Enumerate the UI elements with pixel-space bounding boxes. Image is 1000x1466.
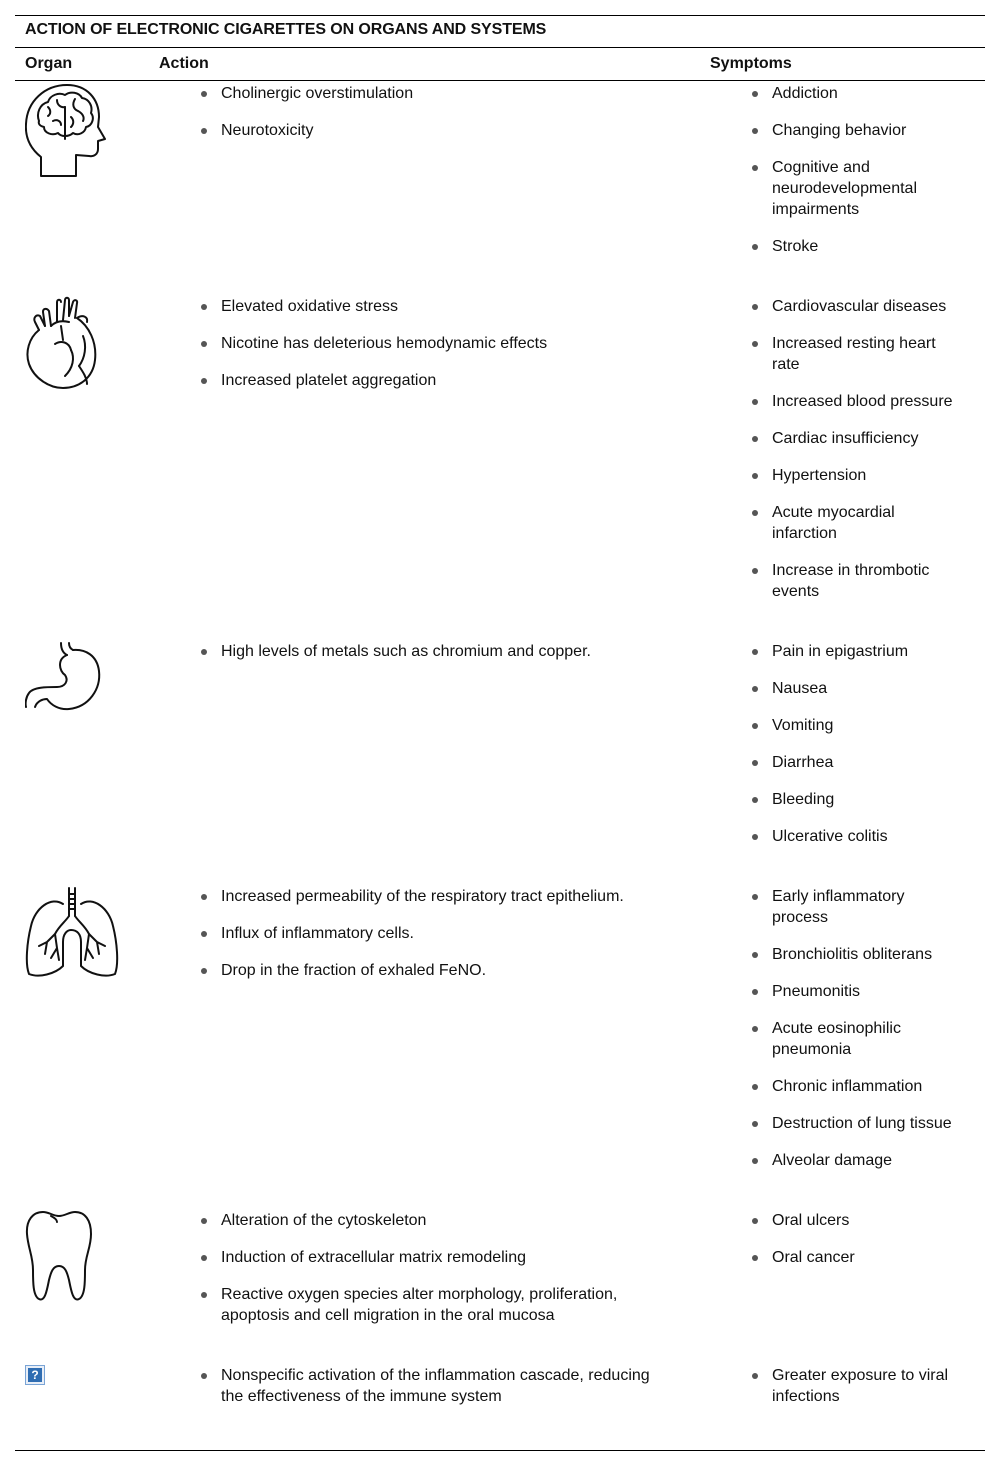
list-item: Nausea (772, 678, 960, 699)
list-item: Oral ulcers (772, 1210, 960, 1231)
list-item: Vomiting (772, 715, 960, 736)
list-item: Ulcerative colitis (772, 826, 960, 847)
list-item: Nonspecific activation of the inflammation cascade, reducing the effectiveness of the immune system (221, 1365, 671, 1407)
list-item: Greater exposure to viral infections (772, 1365, 960, 1407)
table-title: ACTION OF ELECTRONIC CIGARETTES ON ORGANS AND SYSTEMS (25, 21, 547, 38)
list-item: Bronchiolitis obliterans (772, 944, 960, 965)
list-item: Elevated oxidative stress (221, 296, 671, 317)
list-item: Acute eosinophilic pneumonia (772, 1018, 960, 1060)
action-list (221, 1210, 671, 1342)
list-item: Cardiac insufficiency (772, 428, 960, 449)
symptom-list (772, 1365, 960, 1423)
list-item: Hypertension (772, 465, 960, 486)
list-item: Drop in the fraction of exhaled FeNO. (221, 960, 671, 981)
list-item: Neurotoxicity (221, 120, 671, 141)
list-item: Bleeding (772, 789, 960, 810)
list-item: Chronic inflammation (772, 1076, 960, 1097)
list-item: Nicotine has deleterious hemodynamic effects (221, 333, 671, 354)
list-item: Early inflammatory process (772, 886, 960, 928)
list-item: Reactive oxygen species alter morphology, proliferation, apoptosis and cell migration in the oral mucosa (221, 1284, 671, 1326)
lungs-icon (25, 886, 119, 978)
header-rule (15, 80, 985, 81)
list-item: Induction of extracellular matrix remodeling (221, 1247, 671, 1268)
missing-image-icon: ? (25, 1365, 45, 1385)
brain-head-icon (25, 83, 107, 179)
action-list (221, 1365, 671, 1423)
list-item: Diarrhea (772, 752, 960, 773)
list-item: Oral cancer (772, 1247, 960, 1268)
symptom-list (772, 641, 960, 863)
header-action: Action (159, 55, 209, 72)
list-item: Increased blood pressure (772, 391, 960, 412)
list-item: Cholinergic overstimulation (221, 83, 671, 104)
heart-icon (25, 296, 97, 390)
list-item: Increase in thrombotic events (772, 560, 960, 602)
tooth-icon (25, 1210, 95, 1302)
list-item: Alveolar damage (772, 1150, 960, 1171)
list-item: Pain in epigastrium (772, 641, 960, 662)
bottom-rule (15, 1450, 985, 1451)
action-list (221, 83, 671, 157)
header-symptoms: Symptoms (710, 55, 792, 72)
action-list (221, 886, 671, 997)
list-item: Destruction of lung tissue (772, 1113, 960, 1134)
list-item: Changing behavior (772, 120, 960, 141)
list-item: Acute myocardial infarction (772, 502, 960, 544)
list-item: Increased permeability of the respiratory tract epithelium. (221, 886, 671, 907)
list-item: Increased resting heart rate (772, 333, 960, 375)
list-item: Cognitive and neurodevelopmental impairments (772, 157, 960, 220)
list-item: Cardiovascular diseases (772, 296, 960, 317)
list-item: High levels of metals such as chromium and copper. (221, 641, 671, 662)
symptom-list (772, 1210, 960, 1284)
stomach-icon (25, 641, 103, 713)
action-list (221, 296, 671, 407)
list-item: Addiction (772, 83, 960, 104)
list-item: Stroke (772, 236, 960, 257)
title-rule (15, 47, 985, 48)
symptom-list (772, 296, 960, 618)
header-organ: Organ (25, 55, 73, 72)
top-rule (15, 15, 985, 16)
list-item: Alteration of the cytoskeleton (221, 1210, 671, 1231)
symptom-list (772, 886, 960, 1187)
symptom-list (772, 83, 960, 273)
list-item: Increased platelet aggregation (221, 370, 671, 391)
list-item: Pneumonitis (772, 981, 960, 1002)
list-item: Influx of inflammatory cells. (221, 923, 671, 944)
action-list (221, 641, 671, 678)
